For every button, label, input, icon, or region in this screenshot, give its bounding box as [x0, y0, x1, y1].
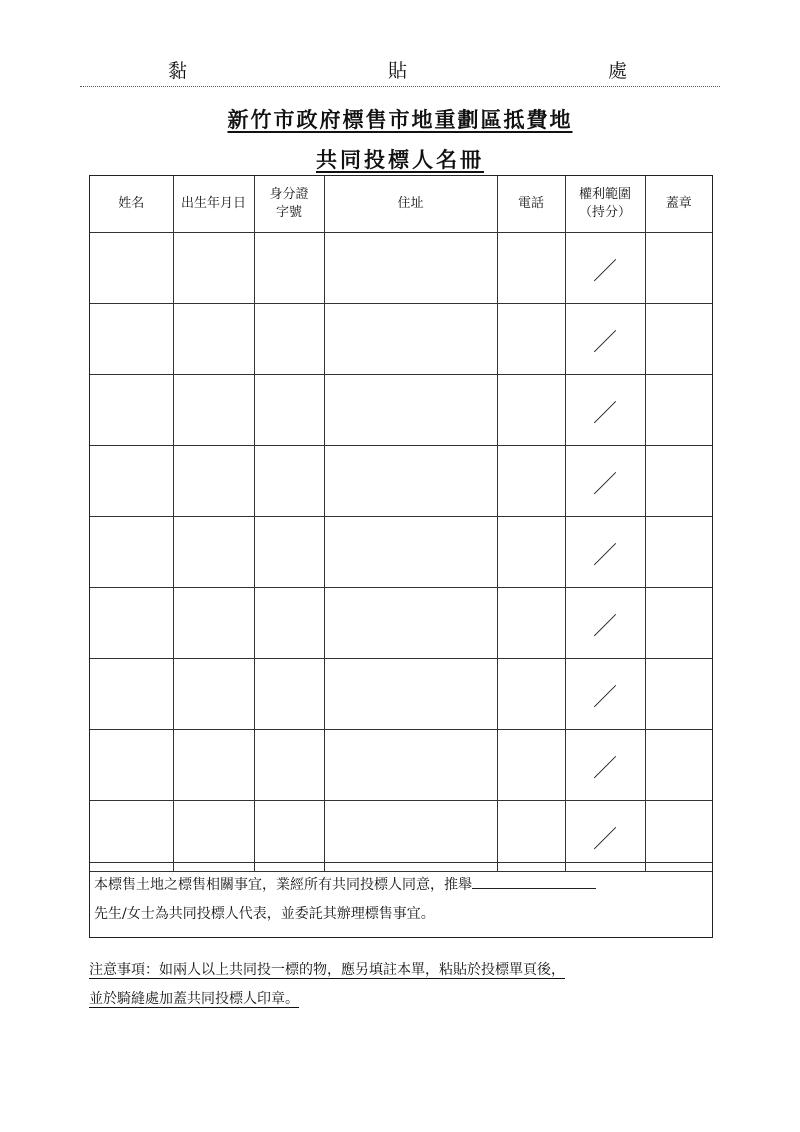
name-cell[interactable]	[90, 446, 173, 517]
name-cell[interactable]	[90, 517, 173, 588]
birthdate-cell[interactable]	[173, 446, 254, 517]
title-line-2: 共同投標人名冊	[316, 147, 484, 172]
col-id-number-header: 身分證 字號	[254, 176, 324, 233]
id-number-cell[interactable]	[254, 233, 324, 304]
phone-cell[interactable]	[497, 801, 565, 872]
col-birthdate-header: 出生年月日	[173, 176, 254, 233]
table-row	[90, 233, 712, 304]
name-cell[interactable]	[90, 588, 173, 659]
table-row	[90, 730, 712, 801]
phone-cell[interactable]	[497, 233, 565, 304]
address-cell[interactable]	[324, 801, 497, 872]
col-name-header: 姓名	[90, 176, 173, 233]
address-cell[interactable]	[324, 304, 497, 375]
statement-text-1: 本標售土地之標售相關事宜，業經所有共同投標人同意，推舉	[94, 877, 472, 893]
share-cell[interactable]	[565, 446, 645, 517]
col-address-header: 住址	[324, 176, 497, 233]
seal-cell[interactable]	[645, 446, 712, 517]
birthdate-cell[interactable]	[173, 517, 254, 588]
share-slash: ／	[593, 327, 617, 356]
share-slash: ／	[593, 682, 617, 711]
id-number-cell[interactable]	[254, 446, 324, 517]
name-cell[interactable]	[90, 801, 173, 872]
roster-table	[90, 176, 712, 872]
phone-cell[interactable]	[497, 659, 565, 730]
seal-cell[interactable]	[645, 375, 712, 446]
representative-name-blank[interactable]	[472, 874, 596, 889]
share-slash: ／	[593, 753, 617, 782]
name-cell[interactable]	[90, 304, 173, 375]
table-row	[90, 659, 712, 730]
share-cell[interactable]	[565, 730, 645, 801]
seal-cell[interactable]	[645, 659, 712, 730]
table-row	[90, 801, 712, 872]
birthdate-cell[interactable]	[173, 659, 254, 730]
phone-cell[interactable]	[497, 730, 565, 801]
id-number-cell[interactable]	[254, 304, 324, 375]
address-cell[interactable]	[324, 517, 497, 588]
paste-char-3: 處	[608, 60, 628, 82]
id-number-cell[interactable]	[254, 375, 324, 446]
phone-cell[interactable]	[497, 446, 565, 517]
birthdate-cell[interactable]	[173, 801, 254, 872]
birthdate-cell[interactable]	[173, 588, 254, 659]
col-seal-header: 蓋章	[645, 176, 712, 233]
share-slash: ／	[593, 611, 617, 640]
col-phone-header: 電話	[497, 176, 565, 233]
address-cell[interactable]	[324, 375, 497, 446]
representative-statement	[90, 862, 712, 937]
seal-cell[interactable]	[645, 304, 712, 375]
address-cell[interactable]	[324, 730, 497, 801]
table-row	[90, 517, 712, 588]
col-share-header: 權利範圍 （持分）	[565, 176, 645, 233]
address-cell[interactable]	[324, 659, 497, 730]
phone-cell[interactable]	[497, 517, 565, 588]
birthdate-cell[interactable]	[173, 304, 254, 375]
phone-cell[interactable]	[497, 588, 565, 659]
id-number-cell[interactable]	[254, 659, 324, 730]
table-row	[90, 375, 712, 446]
seal-cell[interactable]	[645, 517, 712, 588]
paste-char-1: 黏	[168, 60, 188, 82]
name-cell[interactable]	[90, 730, 173, 801]
share-slash: ／	[593, 398, 617, 427]
address-cell[interactable]	[324, 446, 497, 517]
id-number-cell[interactable]	[254, 588, 324, 659]
name-cell[interactable]	[90, 375, 173, 446]
share-slash: ／	[593, 540, 617, 569]
share-cell[interactable]	[565, 801, 645, 872]
notes-section	[89, 956, 719, 1014]
seal-cell[interactable]	[645, 233, 712, 304]
birthdate-cell[interactable]	[173, 375, 254, 446]
id-number-cell[interactable]	[254, 517, 324, 588]
address-cell[interactable]	[324, 233, 497, 304]
birthdate-cell[interactable]	[173, 233, 254, 304]
share-slash: ／	[593, 824, 617, 853]
phone-cell[interactable]	[497, 375, 565, 446]
table-row	[90, 588, 712, 659]
id-number-cell[interactable]	[254, 801, 324, 872]
share-slash: ／	[593, 469, 617, 498]
roster-form	[89, 175, 713, 938]
seal-cell[interactable]	[645, 730, 712, 801]
table-row	[90, 446, 712, 517]
table-row	[90, 304, 712, 375]
id-number-cell[interactable]	[254, 730, 324, 801]
paste-char-2: 貼	[388, 60, 408, 82]
title-line-1: 新竹市政府標售市地重劃區抵費地	[227, 107, 573, 132]
paste-here-header	[80, 56, 720, 88]
phone-cell[interactable]	[497, 304, 565, 375]
share-cell[interactable]	[565, 233, 645, 304]
seal-cell[interactable]	[645, 801, 712, 872]
share-slash: ／	[593, 256, 617, 285]
share-cell[interactable]	[565, 304, 645, 375]
address-cell[interactable]	[324, 588, 497, 659]
share-cell[interactable]	[565, 517, 645, 588]
seal-cell[interactable]	[645, 588, 712, 659]
paste-dotted-line	[80, 86, 720, 87]
document-title	[0, 104, 800, 174]
statement-text-2: 先生/女士為共同投標人代表，並委託其辦理標售事宜。	[94, 906, 435, 922]
notes-line-1: 注意事項：如兩人以上共同投一標的物，應另填註本單，粘貼於投標單頁後，	[89, 962, 565, 978]
notes-line-2: 並於騎縫處加蓋共同投標人印章。	[89, 991, 299, 1007]
share-cell[interactable]	[565, 375, 645, 446]
share-cell[interactable]	[565, 588, 645, 659]
header-row	[90, 176, 712, 233]
name-cell[interactable]	[90, 659, 173, 730]
birthdate-cell[interactable]	[173, 730, 254, 801]
share-cell[interactable]	[565, 659, 645, 730]
name-cell[interactable]	[90, 233, 173, 304]
